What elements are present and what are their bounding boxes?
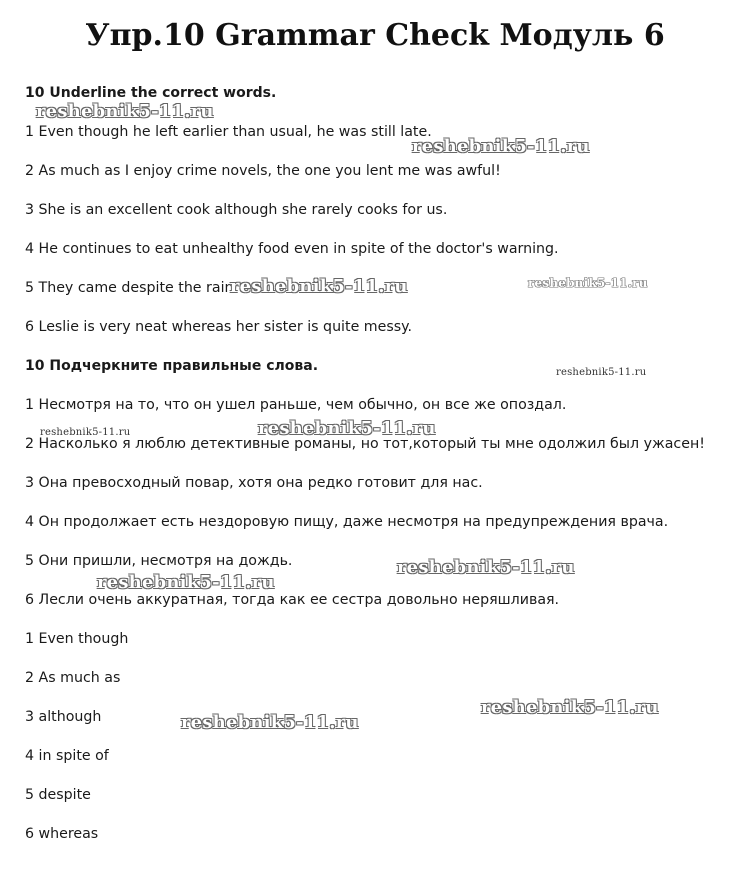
watermark: reshebnik5-11.ru: [181, 712, 359, 733]
answer-6: 6 whereas: [25, 826, 99, 842]
english-item-4: 4 He continues to eat unhealthy food even in spite of the doctor's warning.: [25, 241, 559, 257]
english-heading: 10 Underline the correct words.: [25, 85, 277, 101]
russian-heading: 10 Подчеркните правильные слова.: [25, 358, 319, 374]
watermark: reshebnik5-11.ru: [258, 418, 436, 439]
watermark: reshebnik5-11.ru: [412, 136, 590, 157]
answer-3: 3 although: [25, 709, 102, 725]
answer-2: 2 As much as: [25, 670, 121, 686]
english-item-1: 1 Even though he left earlier than usual, he was still late.: [25, 124, 432, 140]
watermark: reshebnik5-11.ru: [97, 572, 275, 593]
watermark: reshebnik5-11.ru: [481, 697, 659, 718]
english-item-6: 6 Leslie is very neat whereas her sister is quite messy.: [25, 319, 413, 335]
answer-4: 4 in spite of: [25, 748, 109, 764]
watermark: reshebnik5-11.ru: [556, 367, 647, 378]
watermark: reshebnik5-11.ru: [528, 276, 648, 290]
english-item-5: 5 They came despite the rain.: [25, 280, 239, 296]
watermark: reshebnik5-11.ru: [397, 557, 575, 578]
answer-5: 5 despite: [25, 787, 91, 803]
russian-item-2: 2 Насколько я люблю детективные романы, но тот,который ты мне одолжил был ужасен!: [25, 436, 705, 452]
answer-1: 1 Even though: [25, 631, 129, 647]
russian-item-5: 5 Они пришли, несмотря на дождь.: [25, 553, 293, 569]
russian-item-1: 1 Несмотря на то, что он ушел раньше, чем обычно, он все же опоздал.: [25, 397, 567, 413]
english-item-2: 2 As much as I enjoy crime novels, the one you lent me was awful!: [25, 163, 501, 179]
page-title: Упр.10 Grammar Check Модуль 6: [85, 18, 665, 53]
russian-item-3: 3 Она превосходный повар, хотя она редко готовит для нас.: [25, 475, 483, 491]
english-item-3: 3 She is an excellent cook although she rarely cooks for us.: [25, 202, 448, 218]
russian-item-6: 6 Лесли очень аккуратная, тогда как ее сестра довольно неряшливая.: [25, 592, 560, 608]
watermark: reshebnik5-11.ru: [36, 101, 214, 122]
watermark: reshebnik5-11.ru: [40, 427, 131, 438]
watermark: reshebnik5-11.ru: [230, 276, 408, 297]
russian-item-4: 4 Он продолжает есть нездоровую пищу, даже несмотря на предупреждения врача.: [25, 514, 669, 530]
